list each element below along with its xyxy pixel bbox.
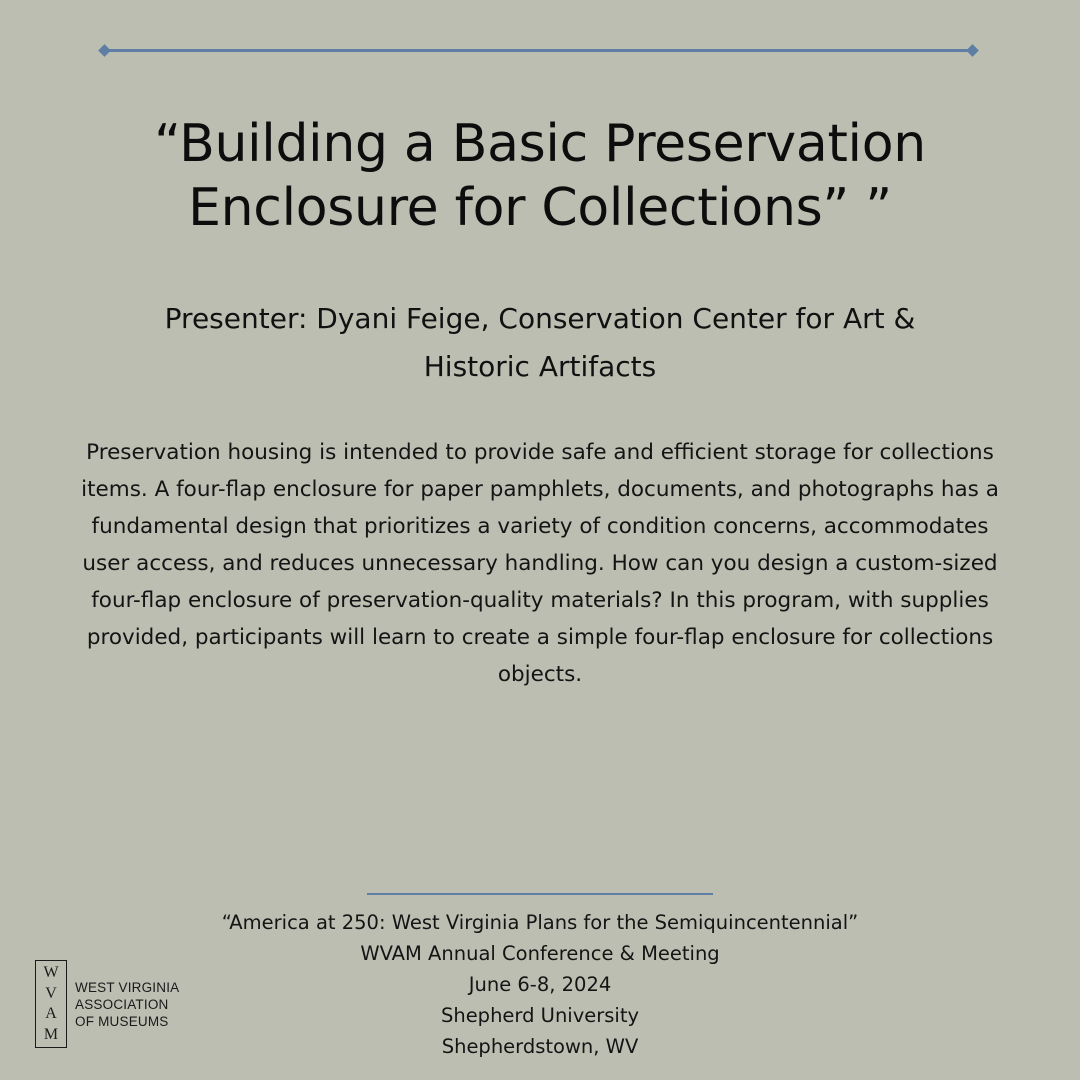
conference-event: WVAM Annual Conference & Meeting <box>360 942 720 965</box>
conference-location: Shepherdstown, WV <box>441 1035 639 1058</box>
divider-diamond-left <box>98 44 111 57</box>
conference-info <box>100 907 980 1062</box>
divider-diamond-right <box>966 44 979 57</box>
session-title-line-1: “Building a Basic Preservation <box>154 114 926 174</box>
logo-letter-w: W <box>43 964 59 982</box>
wvam-logo <box>35 960 179 1048</box>
logo-text-line-2: ASSOCIATION <box>75 996 169 1012</box>
session-title-line-2: Enclosure for Collections” ” <box>188 178 892 238</box>
presenter-info <box>40 295 1040 391</box>
logo-letter-a: A <box>45 1005 57 1023</box>
conference-theme: “America at 250: West Virginia Plans for the Semiquincentennial” <box>221 911 859 934</box>
logo-letter-v: V <box>45 984 57 1002</box>
conference-venue: Shepherd University <box>440 1004 640 1027</box>
footer-divider <box>367 893 713 895</box>
wvam-logo-wordmark <box>75 960 179 1048</box>
logo-letter-m: M <box>43 1025 59 1043</box>
session-title <box>40 112 1040 240</box>
logo-text-line-1: WEST VIRGINIA <box>75 979 180 995</box>
logo-text-line-3: OF MUSEUMS <box>75 1013 169 1029</box>
presenter-line-1: Presenter: Dyani Feige, Conservation Center for Art & <box>164 302 916 335</box>
presenter-line-2: Historic Artifacts <box>423 350 657 383</box>
conference-dates: June 6-8, 2024 <box>468 973 612 996</box>
wvam-logo-mark <box>35 960 67 1048</box>
session-description: Preservation housing is intended to provide safe and efficient storage for collections items. A four-flap enclosure for paper pamphlets, documents, and photographs has a fundamental design that prioritizes a variety of condition concerns, accommodates user access, and reduces unnecessary handling. How can you design a custom-sized four-flap enclosure of preservation-quality materials? In this program, with supplies provided, participants will learn to create a simple four-flap enclosure for collections objects. <box>81 440 999 687</box>
top-divider <box>104 49 975 52</box>
